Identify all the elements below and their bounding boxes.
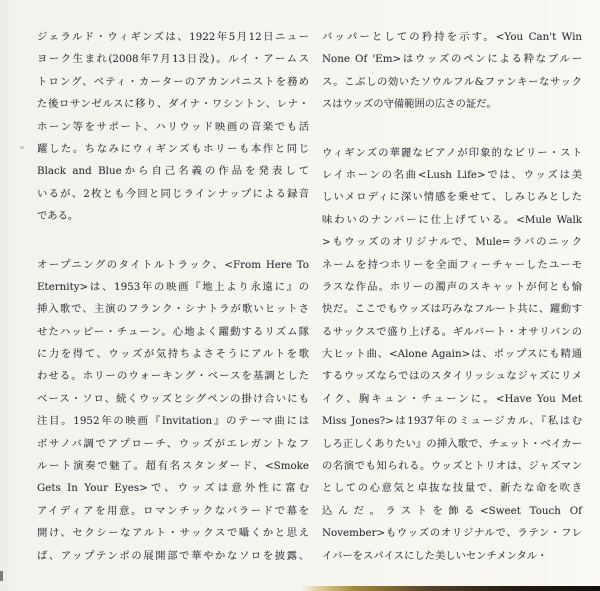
- text-line: するウッズならではのスタイリッシュなジャズにリメ: [322, 370, 582, 383]
- text-line: スはウッズの守備範囲の広さの証だ。: [322, 98, 497, 111]
- text-line: 開け、セクシーなアルト・サックスで囁くかと思え: [37, 527, 309, 540]
- text-line: ネームを持つホリーを全面フィーチャーしたユーモ: [322, 258, 582, 271]
- text-line: ホーン等をサポート、ハリウッド映画の音楽でも活: [37, 120, 309, 133]
- scan-speck: [20, 146, 24, 149]
- text-line: ボサノバ調でアプローチ、ウッズがエレガントなフ: [37, 437, 309, 450]
- text-line: 躍した。ちなみにウィギンズもホリーも本作と同じ: [37, 142, 309, 155]
- text-line: ヨーク生まれ(2008年7月13日没)。ルイ・アームス: [37, 53, 309, 66]
- text-line: しろ正しくありたい』の挿入歌で、チェット・ベイカー: [322, 437, 582, 450]
- paragraph: [322, 26, 582, 116]
- text-line: しいメロディに深い情感を乗せて、しみじみとした: [322, 191, 582, 204]
- text-line: に力を得て、ウッズが気持ちよさそうにアルトを歌: [37, 348, 309, 361]
- text-line: るサックスで盛り上げる。ギルバート・オサリバンの: [322, 325, 582, 338]
- text-line: ば、アップテンポの展開部で華やかなソロを披露、: [37, 549, 309, 562]
- text-line: オープニングのタイトルトラック、<From Here To: [37, 258, 309, 271]
- text-line: イバーをスパイスにした美しいセンチメンタル・: [322, 549, 548, 562]
- text-line: 込んだ。ラストを飾る<Sweet Touch Of: [322, 504, 582, 517]
- text-line: である。: [37, 210, 79, 223]
- text-line: としての心意気と卓抜な技量で、新たな命を吹き: [322, 482, 582, 495]
- text-line: ウィギンズの華麗なピアノが印象的なビリー・スト: [322, 146, 582, 159]
- text-line: Gets In Your Eyes>で、ウッズは意外性に富む: [37, 482, 309, 495]
- text-line: アイディアを用意。ロマンチックなバラードで幕を: [37, 504, 309, 517]
- text-line: 大ヒット曲、<Alone Again>は、ポップスにも精通: [322, 348, 582, 361]
- text-line: いるが、2枚とも今回と同じラインナップによる録音: [37, 187, 309, 200]
- paragraph: [37, 26, 309, 228]
- text-line: ルート演奏で魅了。超有名スタンダード、<Smoke: [37, 460, 309, 473]
- text-line: >もウッズのオリジナルで、Mule=ラバのニック: [322, 236, 582, 249]
- text-line: 注目。1952年の映画『Invitation』のテーマ曲には: [37, 415, 309, 428]
- paragraph: [37, 254, 309, 567]
- text-line: 快だ。ここでもウッズは巧みなフルート共に、躍動す: [322, 303, 582, 316]
- text-line: Miss Jones?>は1937年のミュージカル、『私はむ: [322, 415, 582, 428]
- text-line: ス。こぶしの効いたソウルフル&ファンキーなサック: [322, 75, 582, 88]
- text-column-right: [322, 26, 582, 567]
- text-line: None Of 'Em>はウッズのペンによる粋なブルー: [322, 53, 582, 66]
- paragraph: [322, 142, 582, 567]
- text-line: ラスな作品。ホリーの濁声のスキャットが何とも愉: [322, 280, 582, 293]
- scan-speck: [0, 571, 3, 581]
- text-line: November>もウッズのオリジナルで、ラテン・フレ: [322, 527, 582, 540]
- text-column-left: [37, 26, 309, 567]
- text-line: わせる。ホリーのウォーキング・ベースを基調とした: [37, 370, 309, 383]
- text-line: ジェラルド・ウィギンズは、1922年5月12日ニュー: [37, 31, 309, 43]
- text-line: イク、胸キュン・チューンに。<Have You Met: [322, 392, 582, 405]
- page-edge-shadow: [300, 586, 600, 591]
- text-line: ベース・ソロ、続くウッズとシグペンの掛け合いにも: [37, 392, 309, 405]
- text-line: Eternity>は、1953年の映画『地上より永遠に』の: [37, 280, 309, 293]
- text-line: レイホーンの名曲<Lush Life>では、ウッズは美: [322, 168, 582, 181]
- text-line: 挿入歌で、主演のフランク・シナトラが歌いヒットさ: [37, 303, 309, 316]
- text-line: の名演でも知られる。ウッズとトリオは、ジャズマン: [322, 460, 582, 473]
- text-line: せたハッピー・チューン。心地よく躍動するリズム隊: [37, 325, 309, 338]
- text-line: Black and Blueから自己名義の作品を発表して: [37, 165, 309, 178]
- text-line: 味わいのナンバーに仕上げている。<Mule Walk: [322, 213, 582, 226]
- text-line: た後ロサンゼルスに移り、ダイナ・ワシントン、レナ・: [37, 98, 309, 111]
- text-line: トロング、ベティ・カーターのアカンパニストを務め: [37, 75, 309, 88]
- text-line: バッパーとしての矜持を示す。<You Can't Win: [322, 31, 582, 43]
